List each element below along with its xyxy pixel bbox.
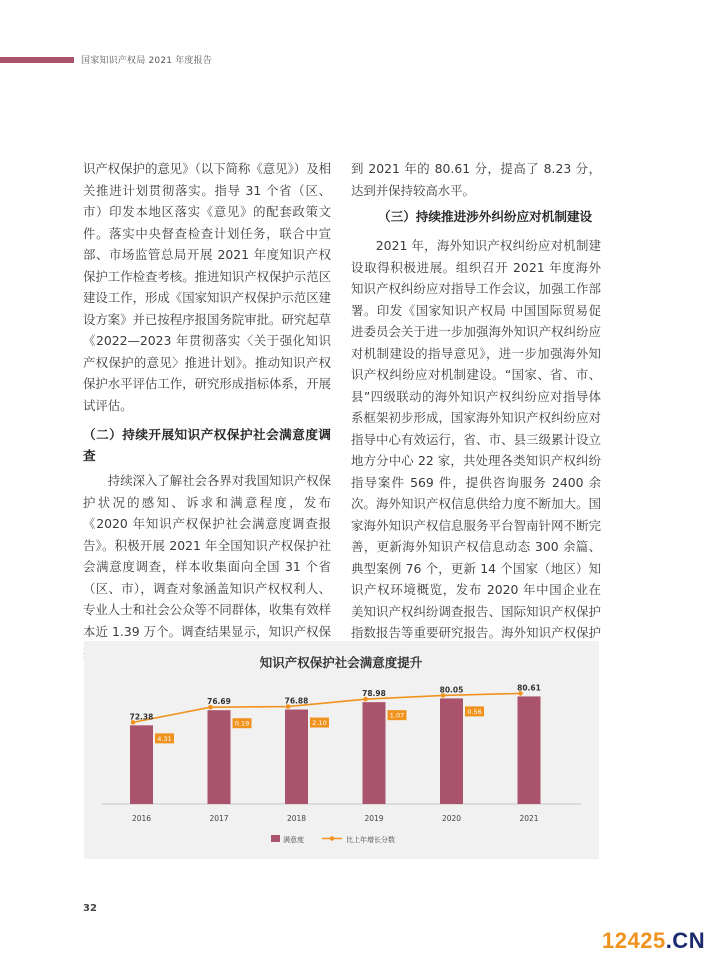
growth-label-2: 2.10 [312, 719, 327, 728]
left-column [83, 158, 331, 685]
left-paragraph-1: 识产权保护的意见》（以下简称《意见》）及相关推进计划贯彻落实。指导 31 个省（区、市）印发本地区落实《意见》的配套政策文件。落实中央督查检查计划任务，联合中宣部、市场监管总局开展 2021 年度知识产权保护工作检查考核。推进知识产权保护示范区建设工作，形成《国家知识产权保护示范区建设方案》并已按程序报国务院审批。研究起草《2022—2023 年贯彻落实〈关于强化知识产权保护的意见〉推进计划》。推动知识产权保护水平评估工作，研究形成指标体系，开展试评估。 [83, 161, 331, 413]
chart-title: 知识产权保护社会满意度提升 [259, 655, 423, 670]
x-tick-label-2019: 2019 [364, 814, 384, 823]
x-tick-label-2021: 2021 [519, 814, 539, 823]
growth-label-3: 1.07 [389, 711, 405, 720]
labels-layer [130, 683, 541, 823]
legend-bar-swatch [271, 835, 280, 842]
page-number: 32 [83, 903, 97, 914]
right-column [351, 158, 601, 665]
x-tick-label-2020: 2020 [441, 814, 462, 823]
right-paragraph-1: 到 2021 年的 80.61 分，提高了 8.23 分，达到并保持较高水平。 [351, 161, 601, 198]
growth-label-1: 0.19 [234, 719, 250, 728]
bar-2019 [363, 702, 386, 804]
growth-label-0: 4.31 [157, 734, 172, 743]
bar-2020 [440, 698, 463, 804]
bar-value-label-2018: 76.88 [284, 696, 309, 706]
legend-bar-label: 满意度 [283, 836, 304, 844]
section-heading-3: （三）持续推进涉外纠纷应对机制建设 [378, 209, 593, 224]
satisfaction-chart [84, 641, 599, 859]
bar-value-label-2020: 80.05 [439, 685, 464, 695]
bar-2018 [285, 710, 308, 804]
left-paragraph-2: 持续深入了解社会各界对我国知识产权保护状况的感知、诉求和满意程度，发布《2020 年知识产权保护社会满意度调查报告》。积极开展 2021 年全国知识产权保护社会满意度调查，样本收集面向全国 31 个省（区、市），调查对象涵盖知识产权权利人、专业人士和社会公众等不同群体，收集有效样本近 1.39 万个。调查结果显示，知识产权保 [83, 473, 331, 639]
header-accent-bar [0, 57, 74, 63]
legend-line-label: 比上年增长分数 [346, 836, 395, 844]
bar-value-label-2019: 78.98 [362, 689, 386, 699]
site-watermark [602, 928, 705, 954]
bar-value-label-2021: 80.61 [517, 683, 541, 693]
bar-value-label-2017: 76.69 [207, 697, 231, 707]
watermark-domain: .CN [665, 928, 706, 953]
section-heading-2: （二）持续开展知识产权保护社会满意度调查 [83, 427, 331, 463]
right-paragraph-2: 2021 年，海外知识产权纠纷应对机制建设取得积极进展。组织召开 2021 年度海外知识产权纠纷应对指导工作会议，加强工作部署。印发《国家知识产权局 中国国际贸易促进委员会关于进一步加强海外知识产权纠纷应对机制建设的指导意见》，进一步加强海外知识产权纠纷应对机制建设。“国家、省、市、县”四级联动的海外知识产权纠纷应对指导体系框架初步形成，国家海外知识产权纠纷应对指导中心有效运行，省、市、县三级累计设立地方分中心 22 家，共处理各类知识产权纠纷指导案件 569 件，提供咨询服务 2400 余次。海外知识产权信息供给力度不断加大。国家海外知识产权信息服务平台智南针网不断完善，更新海外知识产权信息动态 300 余篇、典型案例 76 个，更新 14 个国家（地区）知识产权环境概览，发布 2020 年中国企业在美知识产权纠纷调查报告、国际知识产权保护指数报告等重要研究报告。海外知识产权保护 [351, 238, 601, 640]
x-tick-label-2018: 2018 [286, 814, 307, 823]
bar-value-label-2016: 72.38 [129, 712, 154, 722]
growth-label-4: 0.56 [467, 707, 482, 716]
legend-line-marker [330, 836, 334, 840]
running-header: 国家知识产权局 2021 年度报告 [81, 56, 213, 66]
watermark-number: 12425 [602, 928, 666, 953]
bar-2021 [518, 696, 541, 804]
chart-legend [271, 835, 395, 844]
chart-svg [84, 641, 599, 859]
x-tick-label-2016: 2016 [131, 814, 152, 823]
bar-2017 [208, 710, 231, 804]
bar-2016 [130, 725, 153, 804]
x-tick-label-2017: 2017 [209, 814, 229, 823]
